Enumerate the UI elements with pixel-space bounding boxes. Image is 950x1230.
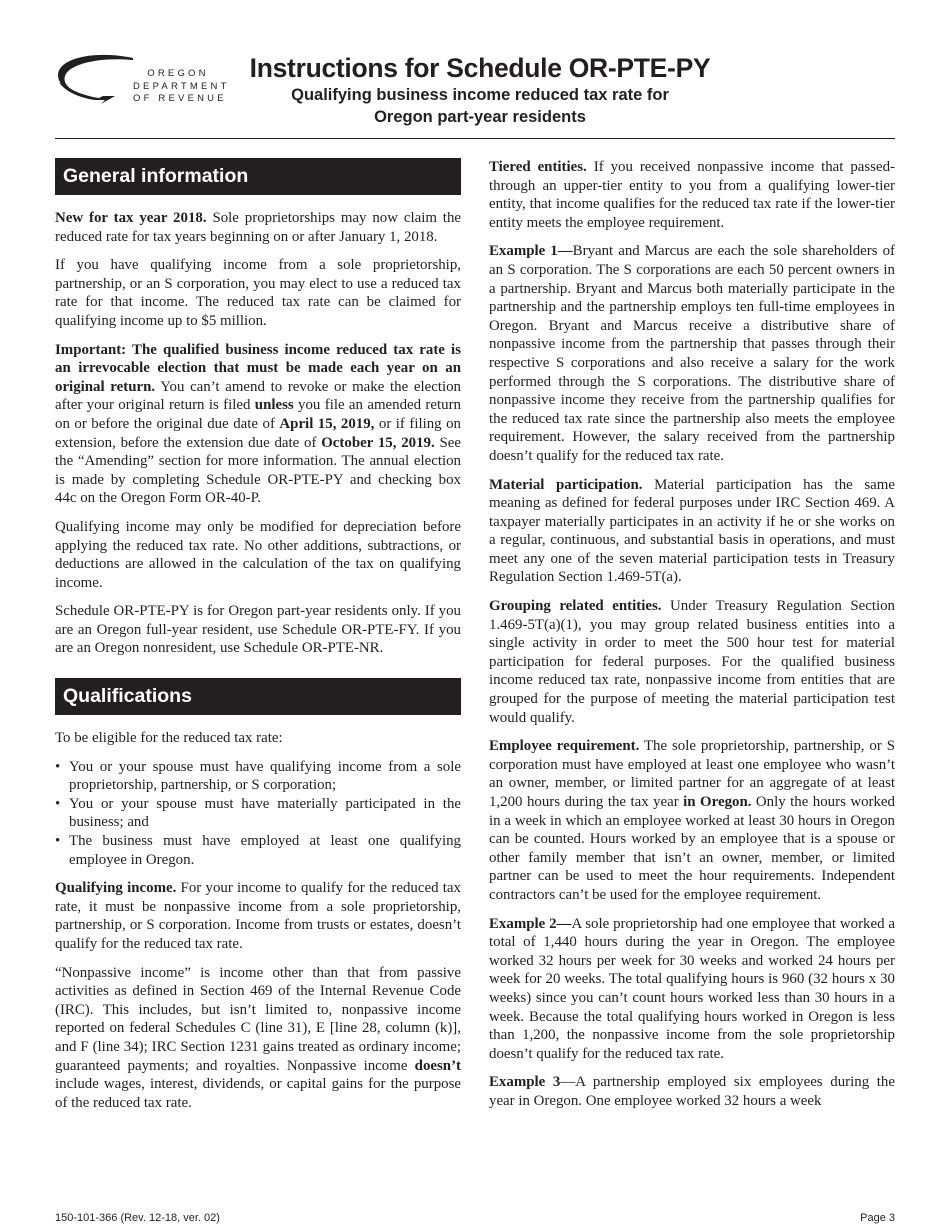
header-divider <box>55 138 895 139</box>
page-subtitle-line-2: Oregon part-year residents <box>374 108 586 126</box>
footer-page-number: Page 3 <box>860 1212 895 1224</box>
logo-wordmark <box>133 68 230 106</box>
paragraph-eligibility-intro: To be eligible for the reduced tax rate: <box>55 730 283 747</box>
right-column <box>489 158 895 1121</box>
eligibility-list <box>55 758 461 870</box>
logo-swoosh-icon <box>55 52 135 110</box>
paragraph-example-1: Example 1—Bryant and Marcus are each the sole shareholders of an S corporation. The S corporations are each 50 percent owners in a partnership. Bryant and Marcus both materially participate in the partnership and the partnership employs ten full-time employees in Oregon. Bryant and Marcus receive a distributive share of nonpassive income from the partnership that passes through their respective S corporations and also receive a salary for the work performed through the S corporations. The distributive share of nonpassive income they receive from the partnership qualifies for the reduced tax rate since the partnership also meets the employee requirement. However, the salary received from the partnership doesn’t qualify for the reduced tax rate. <box>489 243 895 464</box>
paragraph-employee-requirement: Employee requirement. The sole proprietorship, partnership, or S corporation must have employed at least one employee who wasn’t an owner, member, or limited partner for an aggregate of at least 1,200 hours during the tax year in Oregon. Only the hours worked in a week in which an employee worked at least 30 hours in Oregon can be counted. Hours worked by an employee that is a spouse or other family member that isn’t an owner, member, or limited partner can be used to meet the hour requirements. Independent contractors can’t be used for the employee requirement. <box>489 738 895 903</box>
list-item: • You or your spouse must have qualifying income from a sole proprietorship, partnership, or S corporation; <box>55 758 461 795</box>
paragraph-nonpassive-income: “Nonpassive income” is income other than that from passive activities as defined in Section 469 of the Internal Revenue Code (IRC). This includes, but isn’t limited to, nonpassive income reported on federal Schedules C (line 31), E [line 28, column (k)], and F (line 34); IRC Section 1231 gains treated as ordinary income; guaranteed payments; and royalties. Nonpassive income doesn’t include wages, interest, dividends, or capital gains for the purpose of the reduced tax rate. <box>55 964 461 1111</box>
paragraph-new-for-2018: New for tax year 2018. Sole proprietorships may now claim the reduced rate for tax years beginning on or after January 1, 2018. <box>55 210 461 245</box>
paragraph-important-election: Important: The qualified business income reduced tax rate is an irrevocable election that must be made each year on an original return. You can’t amend to revoke or make the election after your original return is filed unless you file an amended return on or before the original due date of April 15, 2019, or if filing on extension, before the extension due date of October 15, 2019. See the “Amending” section for more information. The annual election is made by completing Schedule OR-PTE-PY and checking box 44c on the Oregon Form OR-40-P. <box>55 341 462 507</box>
paragraph-depreciation: Qualifying income may only be modified for depreciation before applying the reduced tax rate. No other additions, subtractions, or deductions are allowed in the calculation of the tax on qualifying income. <box>55 518 461 591</box>
left-column <box>55 158 461 1122</box>
title-block <box>240 52 720 128</box>
paragraph-tiered-entities: Tiered entities. If you received nonpassive income that passed-through an upper-tier entity to you from a qualifying lower-tier entity, that income qualifies for the reduced tax rate if the lower-tier entity meets the employee requirement. <box>489 159 895 231</box>
page-subtitle-line-1: Qualifying business income reduced tax rate for <box>291 86 669 104</box>
paragraph-qualifying-income: Qualifying income. For your income to qualify for the reduced tax rate, it must be nonpassive income from a sole proprietorship, partnership, or S corporation. Income from trusts or estates, doesn’t qualify for the reduced tax rate. <box>55 880 461 952</box>
logo-line-oregon: OREGON <box>147 68 209 79</box>
oregon-dor-logo <box>55 52 230 110</box>
paragraph-part-year-residents: Schedule OR-PTE-PY is for Oregon part-year residents only. If you are an Oregon full-year resident, use Schedule OR-PTE-FY. If you are an Oregon nonresident, use Schedule OR-PTE-NR. <box>55 603 461 657</box>
list-item: • The business must have employed at least one qualifying employee in Oregon. <box>55 832 461 869</box>
logo-line-of-revenue: OF REVENUE <box>133 93 227 104</box>
paragraph-qualifying-income-intro: If you have qualifying income from a sole proprietorship, partnership, or an S corporation, you may elect to use a reduced tax rate for that income. The reduced tax rate can be claimed for qualifying income up to $5 million. <box>55 257 461 329</box>
footer-form-number: 150-101-366 (Rev. 12-18, ver. 02) <box>55 1212 220 1224</box>
section-heading-qualifications: Qualifications <box>55 678 461 715</box>
list-item: • You or your spouse must have materially participated in the business; and <box>55 795 461 832</box>
paragraph-material-participation: Material participation. Material participation has the same meaning as defined for federal purposes under IRC Section 469. A taxpayer materially participates in an activity if he or she works on a regular, continuous, and substantial basis in operations, and must meet any one of the seven material participation tests in Treasury Regulation Section 1.469-5T(a). <box>489 476 895 586</box>
paragraph-grouping-related-entities: Grouping related entities. Under Treasury Regulation Section 1.469-5T(a)(1), you may group related business entities into a single activity in order to meet the 500 hour test for material participation for federal purposes. For the qualified business income reduced tax rate, nonpassive income from entities that are grouped for the purpose of meeting the material participation test would qualify. <box>489 598 895 726</box>
paragraph-example-2: Example 2—A sole proprietorship had one employee that worked a total of 1,440 hours during the year in Oregon. The employee worked 32 hours per week for 30 weeks and worked 24 hours per week for 20 weeks. The total qualifying hours is 960 (32 hours x 30 weeks) since you can’t count hours worked less than 30 hours in a week. Because the total qualifying hours worked in Oregon is less than 1,200, the nonpassive income from the sole proprietorship doesn’t qualify for the reduced tax rate. <box>489 915 895 1062</box>
paragraph-example-3: Example 3—A partnership employed six employees during the year in Oregon. One employee worked 32 hours a week <box>489 1074 895 1109</box>
logo-line-department: DEPARTMENT <box>133 80 230 92</box>
section-heading-general-information: General information <box>55 158 461 195</box>
page-title: Instructions for Schedule OR-PTE-PY <box>249 53 711 83</box>
